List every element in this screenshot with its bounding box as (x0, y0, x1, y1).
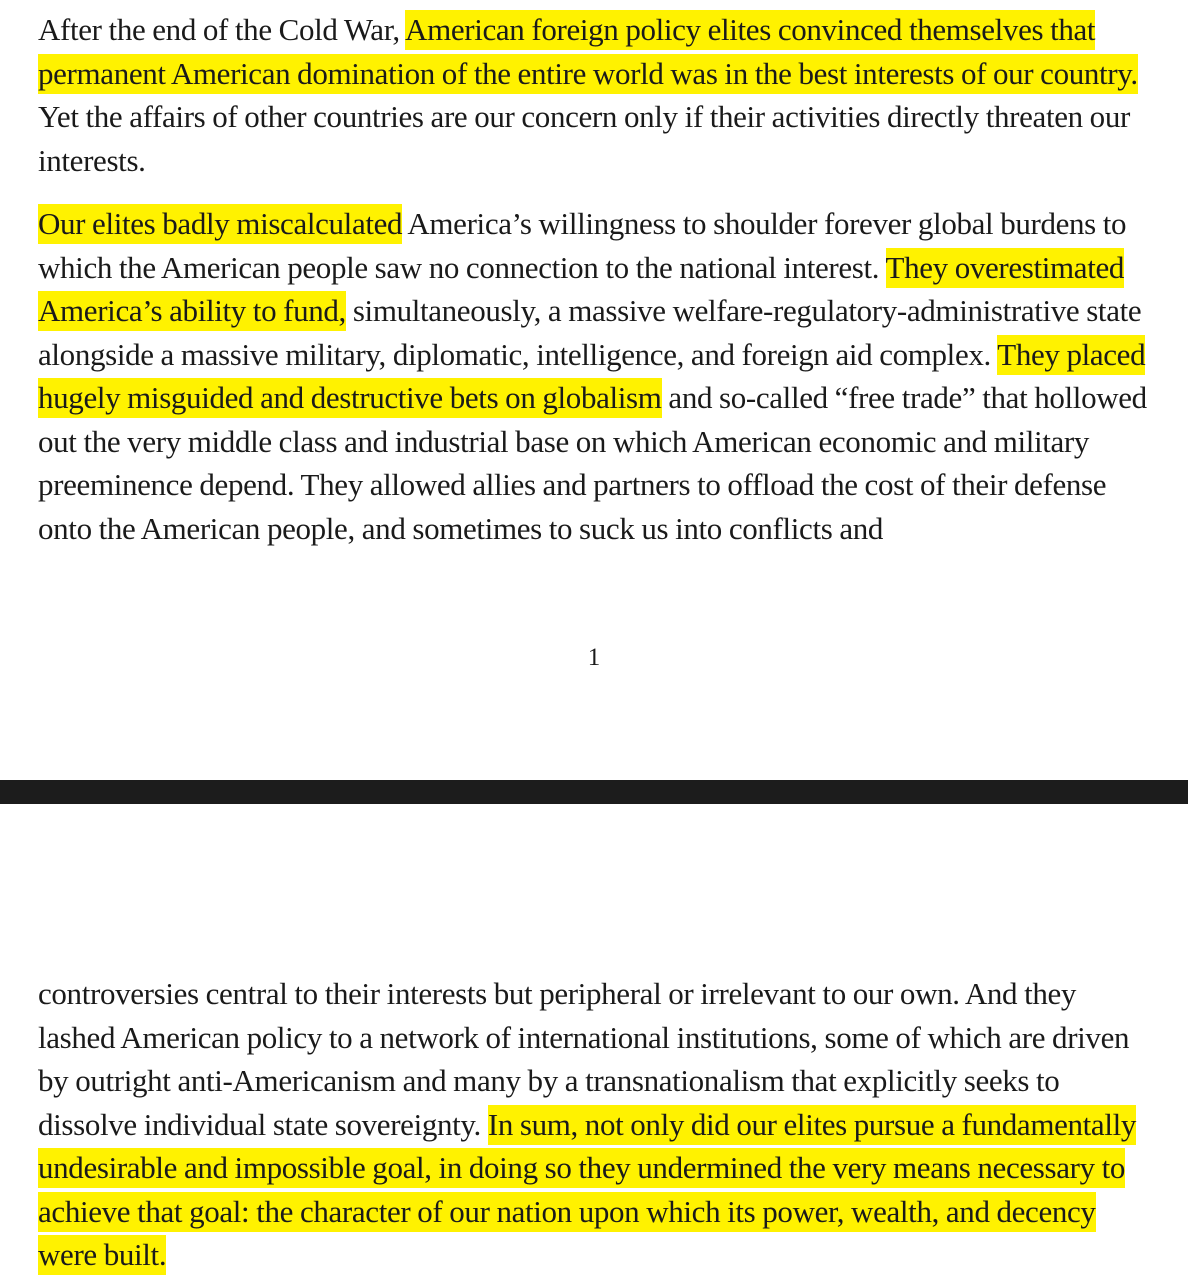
highlighted-text: They overestimated America’s ability to fund, (38, 248, 1124, 332)
text-segment: and so-called “free trade” that hollowed out the very middle class and industrial base on which American economic and military preeminence depend. They allowed allies and partners to offload the cost of their defense onto the American people, and sometimes to suck us into conflicts and (38, 380, 1147, 546)
paragraph-3 (38, 972, 1148, 1277)
paragraph-2 (38, 202, 1148, 550)
page-number: 1 (587, 644, 601, 671)
highlighted-text: Our elites badly miscalculated (38, 204, 402, 244)
text-segment: Yet the affairs of other countries are our concern only if their activities directly threaten our interests. (38, 99, 1130, 178)
highlighted-text: American foreign policy elites convinced themselves that permanent American domination of the entire world was in the best interests of our country. (38, 10, 1138, 94)
highlighted-text: They placed hugely misguided and destructive bets on globalism (38, 335, 1145, 419)
text-segment: controversies central to their interests but peripheral or irrelevant to our own. And they lashed American policy to a network of international institutions, some of which are driven by outright anti-Americanism and many by a transnationalism that explicitly seeks to dissolve individual state sovereignty. (38, 976, 1130, 1142)
highlighted-text: In sum, not only did our elites pursue a fundamentally undesirable and impossible goal, in doing so they undermined the very means necessary to achieve that goal: the character of our nation upon which its power, wealth, and decency were built. (38, 1105, 1136, 1276)
text-segment: simultaneously, a massive welfare-regulatory-administrative state alongside a massive military, diplomatic, intelligence, and foreign aid complex. (38, 293, 1142, 372)
text-segment: After the end of the Cold War, (38, 12, 406, 47)
paragraph-1 (38, 8, 1148, 182)
page-separator (0, 780, 1188, 804)
text-segment: America’s willingness to shoulder forever global burdens to which the American people saw no connection to the national interest. (38, 206, 1127, 285)
